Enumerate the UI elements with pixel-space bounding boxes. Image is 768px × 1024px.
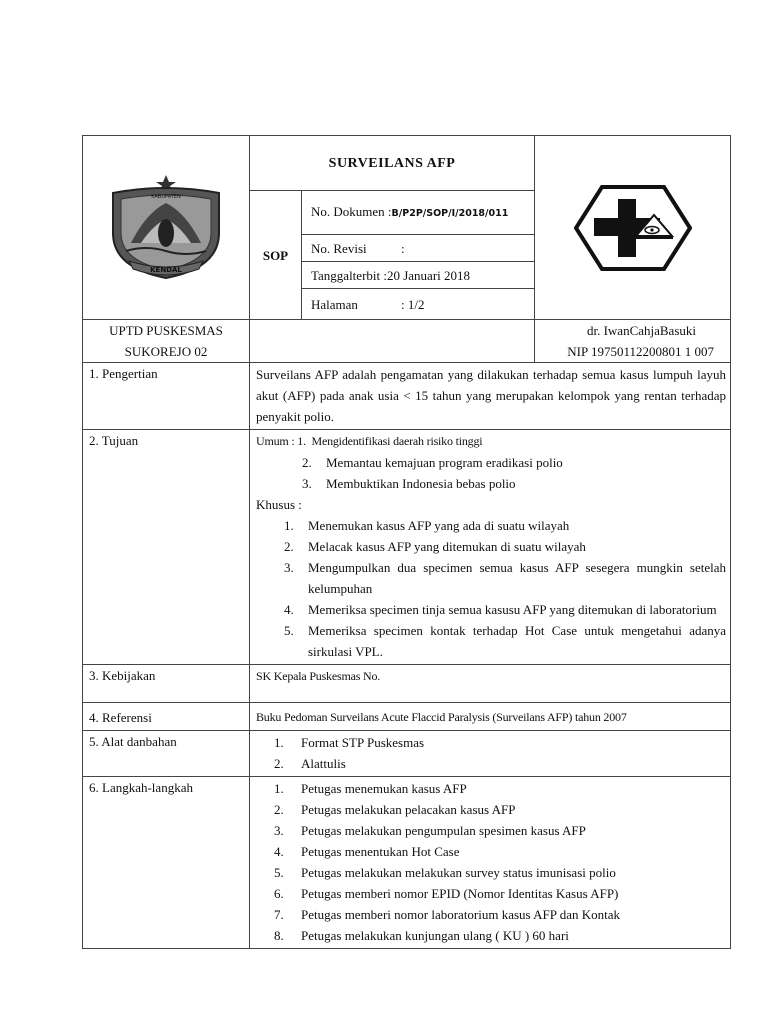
tujuan-content (250, 430, 731, 665)
sop-header-table (82, 135, 731, 949)
list-item: 7. Petugas memberi nomor laboratorium kasus AFP dan Kontak (274, 907, 621, 922)
halaman-label: Halaman (311, 296, 358, 312)
list-item: 3. Petugas melakukan pengumpulan spesimen kasus AFP (274, 823, 586, 838)
list-item: 6. Petugas memberi nomor EPID (Nomor Identitas Kasus AFP) (274, 886, 619, 901)
no-dokumen-label: No. Dokumen : (311, 204, 392, 219)
list-item: 1. Petugas menemukan kasus AFP (274, 781, 467, 796)
pengertian-text: Surveilans AFP adalah pengamatan yang dilakukan terhadap semua kasus lumpuh layuh akut (AFP) pada anak usia < 15 tahun yang merupakan kelompok yang rentan terhadap penyakit polio. (250, 363, 731, 430)
no-revisi-label: No. Revisi (311, 240, 367, 256)
list-item: 8. Petugas melakukan kunjungan ulang ( KU ) 60 hari (274, 928, 569, 943)
svg-text:KENDAL: KENDAL (150, 265, 182, 274)
puskesmas-logo-cell (535, 136, 731, 320)
halaman-value: : 1/2 (401, 296, 425, 312)
tanggal-terbit-row: Tanggalterbit :20 Januari 2018 (302, 262, 535, 289)
signatory-nip: NIP 19750112200801 1 007 (567, 344, 715, 359)
org-line-1: UPTD PUSKESMAS (109, 323, 223, 338)
list-item: 5. Memeriksa specimen kontak terhadap Hot Case untuk mengetahui adanya sirkulasi VPL. (284, 623, 727, 659)
org-blank-cell (250, 320, 535, 363)
list-item: 2. Melacak kasus AFP yang ditemukan di suatu wilayah (284, 539, 586, 554)
kendal-emblem-cell (83, 136, 250, 320)
kebijakan-text: SK Kepala Puskesmas No. (250, 665, 731, 703)
alat-label: 5. Alat danbahan (83, 731, 250, 777)
document-title: SURVEILANS AFP (250, 136, 535, 191)
tujuan-umum-first (256, 431, 726, 452)
list-item: 3. Membuktikan Indonesia bebas polio (302, 476, 516, 491)
khusus-label: Khusus : (256, 497, 302, 512)
kebijakan-label: 3. Kebijakan (83, 665, 250, 703)
alat-list (274, 732, 726, 774)
list-item: 4. Petugas menentukan Hot Case (274, 844, 460, 859)
list-item: 1. Format STP Puskesmas (274, 735, 425, 750)
sop-label: SOP (250, 191, 302, 320)
signatory-cell (535, 320, 731, 363)
langkah-content (250, 777, 731, 949)
langkah-list (274, 778, 726, 946)
tujuan-label: 2. Tujuan (83, 430, 250, 665)
list-item: 3. Mengumpulkan dua specimen semua kasus AFP sesegera mungkin setelah kelumpuhan (284, 560, 727, 596)
no-dokumen-value: B/P2P/SOP/I/2018/011 (391, 208, 509, 219)
khusus-list (284, 515, 726, 662)
list-item: 2. Petugas melakukan pelacakan kasus AFP (274, 802, 516, 817)
org-line-2: SUKOREJO 02 (124, 344, 208, 359)
no-dokumen-row (302, 191, 535, 235)
langkah-label: 6. Langkah-langkah (83, 777, 250, 949)
list-item: 4. Memeriksa specimen tinja semua kasusu AFP yang ditemukan di laboratorium (284, 602, 717, 617)
puskesmas-logo (574, 185, 692, 271)
halaman-row (302, 289, 535, 320)
referensi-text: Buku Pedoman Surveilans Acute Flaccid Paralysis (Surveilans AFP) tahun 2007 (250, 703, 731, 731)
umum-item-1: Mengidentifikasi daerah risiko tinggi (311, 434, 483, 448)
svg-text:KABUPATEN: KABUPATEN (151, 193, 181, 200)
umum-prefix: Umum : 1. (256, 434, 306, 448)
sop-document (82, 135, 730, 949)
pengertian-label: 1. Pengertian (83, 363, 250, 430)
org-name-cell (83, 320, 250, 363)
no-revisi-value: : (401, 240, 405, 256)
list-item: 1. Menemukan kasus AFP yang ada di suatu wilayah (284, 518, 570, 533)
list-item: 2. Memantau kemajuan program eradikasi polio (302, 455, 563, 470)
no-revisi-row (302, 235, 535, 262)
list-item: 2. Alattulis (274, 756, 346, 771)
alat-content (250, 731, 731, 777)
referensi-label: 4. Referensi (83, 703, 250, 731)
umum-list (302, 452, 726, 494)
signatory-name: dr. IwanCahjaBasuki (586, 323, 697, 338)
list-item: 5. Petugas melakukan melakukan survey status imunisasi polio (274, 865, 616, 880)
kendal-emblem-logo (101, 173, 231, 283)
